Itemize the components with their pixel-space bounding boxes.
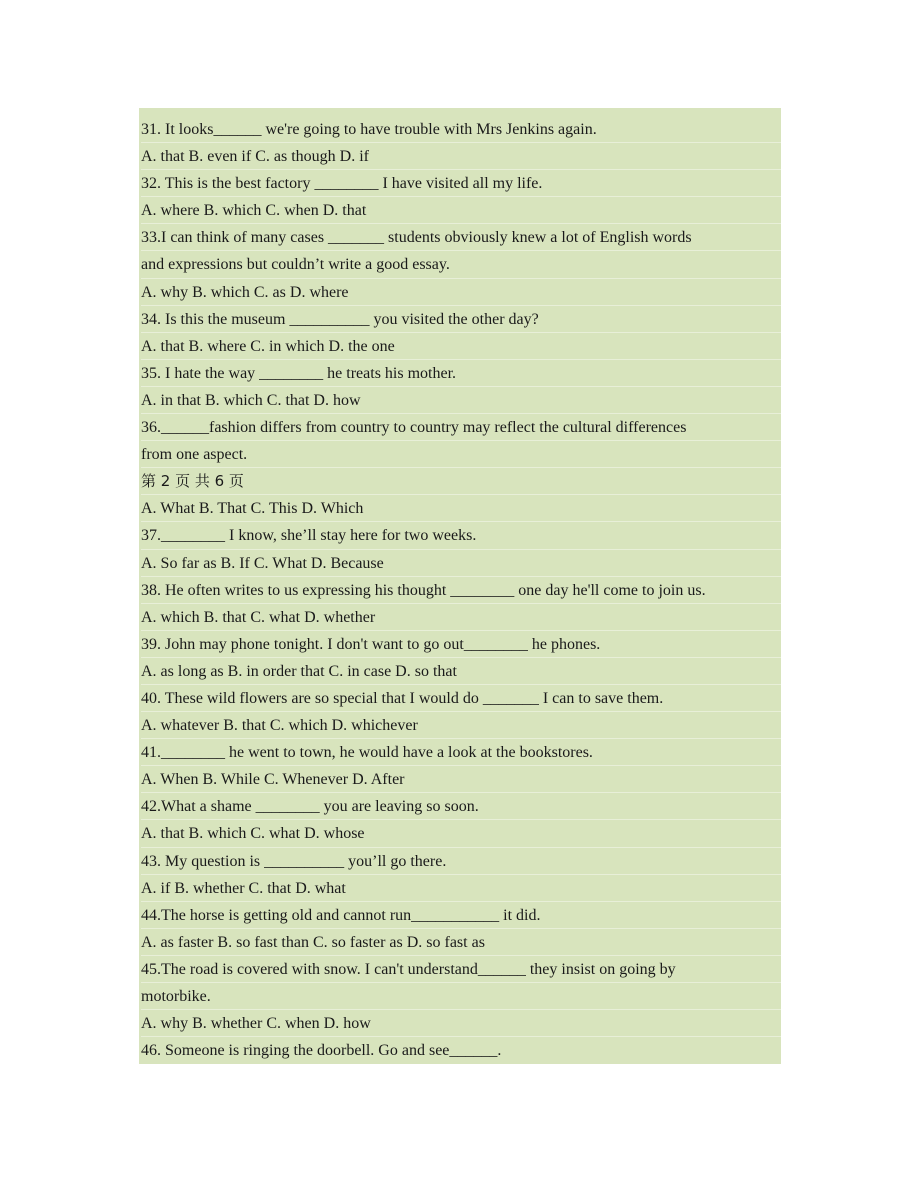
options-line: A. that B. even if C. as though D. if <box>141 143 781 170</box>
options-line: A. why B. which C. as D. where <box>141 279 781 306</box>
options-line: A. where B. which C. when D. that <box>141 197 781 224</box>
question-line-continued: motorbike. <box>141 983 781 1010</box>
question-line: 46. Someone is ringing the doorbell. Go and see______. <box>141 1042 502 1060</box>
question-line: 42.What a shame ________ you are leaving so soon. <box>141 793 781 820</box>
question-line: 35. I hate the way ________ he treats his mother. <box>141 360 781 387</box>
options-line: A. So far as B. If C. What D. Because <box>141 550 781 577</box>
question-line: 31. It looks______ we're going to have trouble with Mrs Jenkins again. <box>141 116 781 143</box>
question-line: 36.______fashion differs from country to country may reflect the cultural differences <box>141 414 781 441</box>
question-line-continued: from one aspect. <box>141 441 781 468</box>
options-line: A. in that B. which C. that D. how <box>141 387 781 414</box>
question-line: 41.________ he went to town, he would have a look at the bookstores. <box>141 739 781 766</box>
question-line: 43. My question is __________ you’ll go there. <box>141 848 781 875</box>
question-line: 40. These wild flowers are so special that I would do _______ I can to save them. <box>141 685 781 712</box>
question-line: 37.________ I know, she’ll stay here for two weeks. <box>141 522 781 549</box>
options-line: A. whatever B. that C. which D. whichever <box>141 712 781 739</box>
options-line: A. What B. That C. This D. Which <box>141 495 781 522</box>
options-line: A. why B. whether C. when D. how <box>141 1010 781 1037</box>
document-body <box>139 108 781 1064</box>
options-line: A. that B. where C. in which D. the one <box>141 333 781 360</box>
options-line: A. as faster B. so fast than C. so faster as D. so fast as <box>141 929 781 956</box>
question-line: 45.The road is covered with snow. I can't understand______ they insist on going by <box>141 956 781 983</box>
options-line: A. if B. whether C. that D. what <box>141 875 781 902</box>
options-line: A. as long as B. in order that C. in case D. so that <box>141 658 781 685</box>
options-line: A. which B. that C. what D. whether <box>141 604 781 631</box>
question-line: 34. Is this the museum __________ you visited the other day? <box>141 306 781 333</box>
question-line: 32. This is the best factory ________ I have visited all my life. <box>141 170 781 197</box>
page-number: 第 2 页 共 6 页 <box>141 468 781 495</box>
question-line: 44.The horse is getting old and cannot run___________ it did. <box>141 902 781 929</box>
options-line: A. When B. While C. Whenever D. After <box>141 766 781 793</box>
question-line-continued: and expressions but couldn’t write a good essay. <box>141 251 781 278</box>
question-line: 38. He often writes to us expressing his thought ________ one day he'll come to join us. <box>141 577 781 604</box>
question-line: 39. John may phone tonight. I don't want to go out________ he phones. <box>141 631 781 658</box>
options-line: A. that B. which C. what D. whose <box>141 820 781 847</box>
question-line: 33.I can think of many cases _______ students obviously knew a lot of English words <box>141 224 781 251</box>
